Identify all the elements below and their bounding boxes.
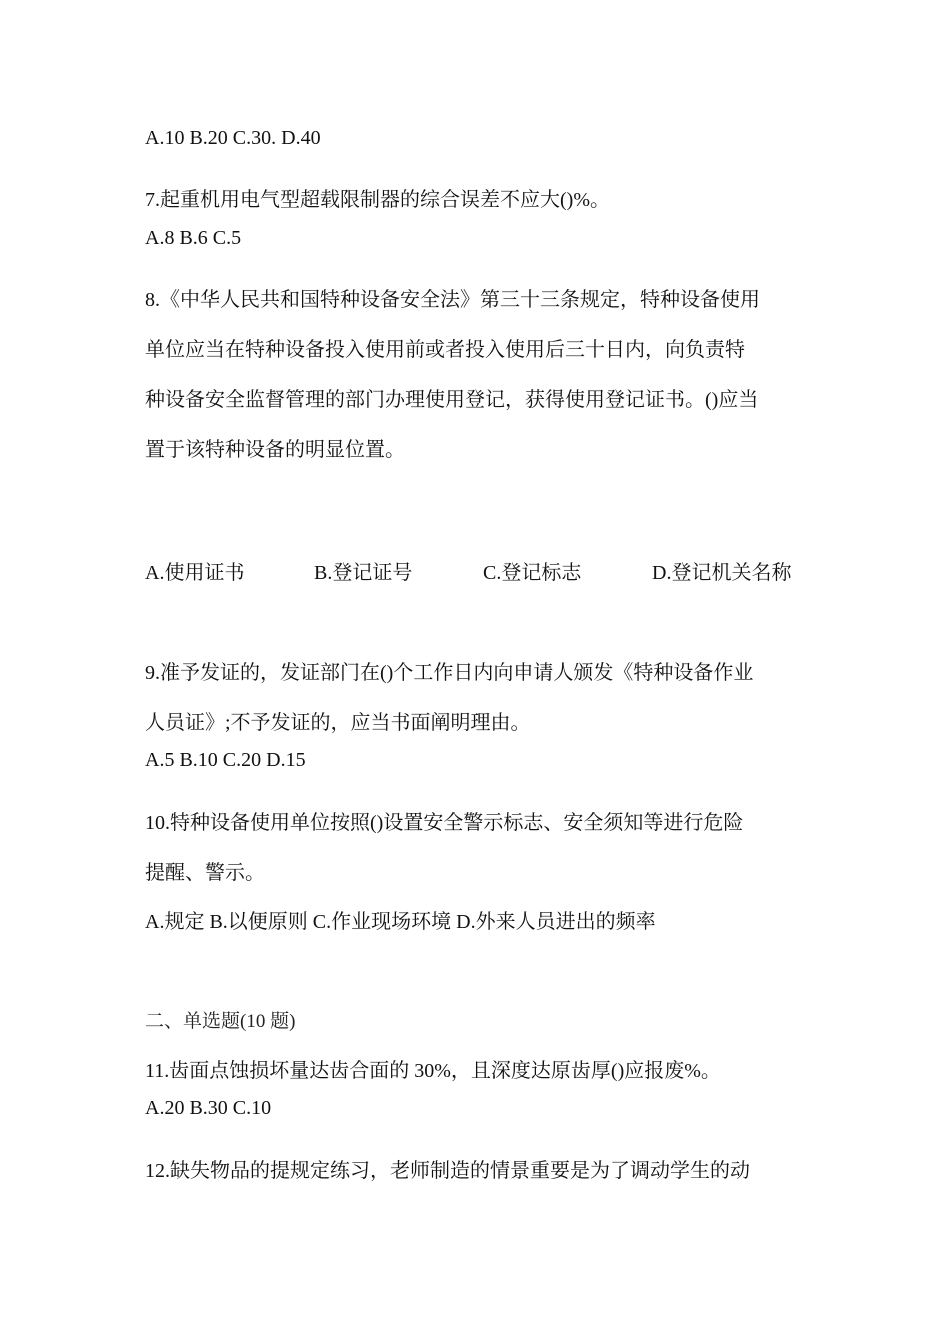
question-8-line-2: 单位应当在特种设备投入使用前或者投入使用后三十日内，向负责特	[145, 339, 745, 361]
section-heading: 二、单选题(10 题)	[145, 1011, 296, 1032]
question-8-line-3: 种设备安全监督管理的部门办理使用登记，获得使用登记证书。()应当	[145, 389, 759, 411]
q11-options: A.20 B.30 C.10	[145, 1097, 272, 1119]
question-10-line-1: 10.特种设备使用单位按照()设置安全警示标志、安全须知等进行危险	[145, 812, 744, 834]
q10-options: A.规定 B.以便原则 C.作业现场环境 D.外来人员进出的频率	[145, 911, 656, 933]
q7-options: A.8 B.6 C.5	[145, 227, 242, 249]
q9-options: A.5 B.10 C.20 D.15	[145, 749, 306, 771]
question-8-line-1: 8.《中华人民共和国特种设备安全法》第三十三条规定，特种设备使用	[145, 289, 760, 311]
q8-option-d: D.登记机关名称	[652, 562, 792, 584]
q8-option-b: B.登记证号	[314, 562, 413, 584]
q8-option-c: C.登记标志	[483, 562, 582, 584]
q8-option-a: A.使用证书	[145, 562, 245, 584]
question-9-line-2: 人员证》;不予发证的，应当书面阐明理由。	[145, 712, 531, 734]
question-10-line-2: 提醒、警示。	[145, 862, 265, 884]
question-11: 11.齿面点蚀损坏量达齿合面的 30%，且深度达原齿厚()应报废%。	[145, 1060, 721, 1082]
q6-options: A.10 B.20 C.30. D.40	[145, 127, 321, 149]
question-12-line-1: 12.缺失物品的提规定练习，老师制造的情景重要是为了调动学生的动	[145, 1160, 750, 1182]
question-8-line-4: 置于该特种设备的明显位置。	[145, 439, 405, 461]
question-7: 7.起重机用电气型超载限制器的综合误差不应大()%。	[145, 189, 610, 211]
question-9-line-1: 9.准予发证的，发证部门在()个工作日内向申请人颁发《特种设备作业	[145, 662, 754, 684]
